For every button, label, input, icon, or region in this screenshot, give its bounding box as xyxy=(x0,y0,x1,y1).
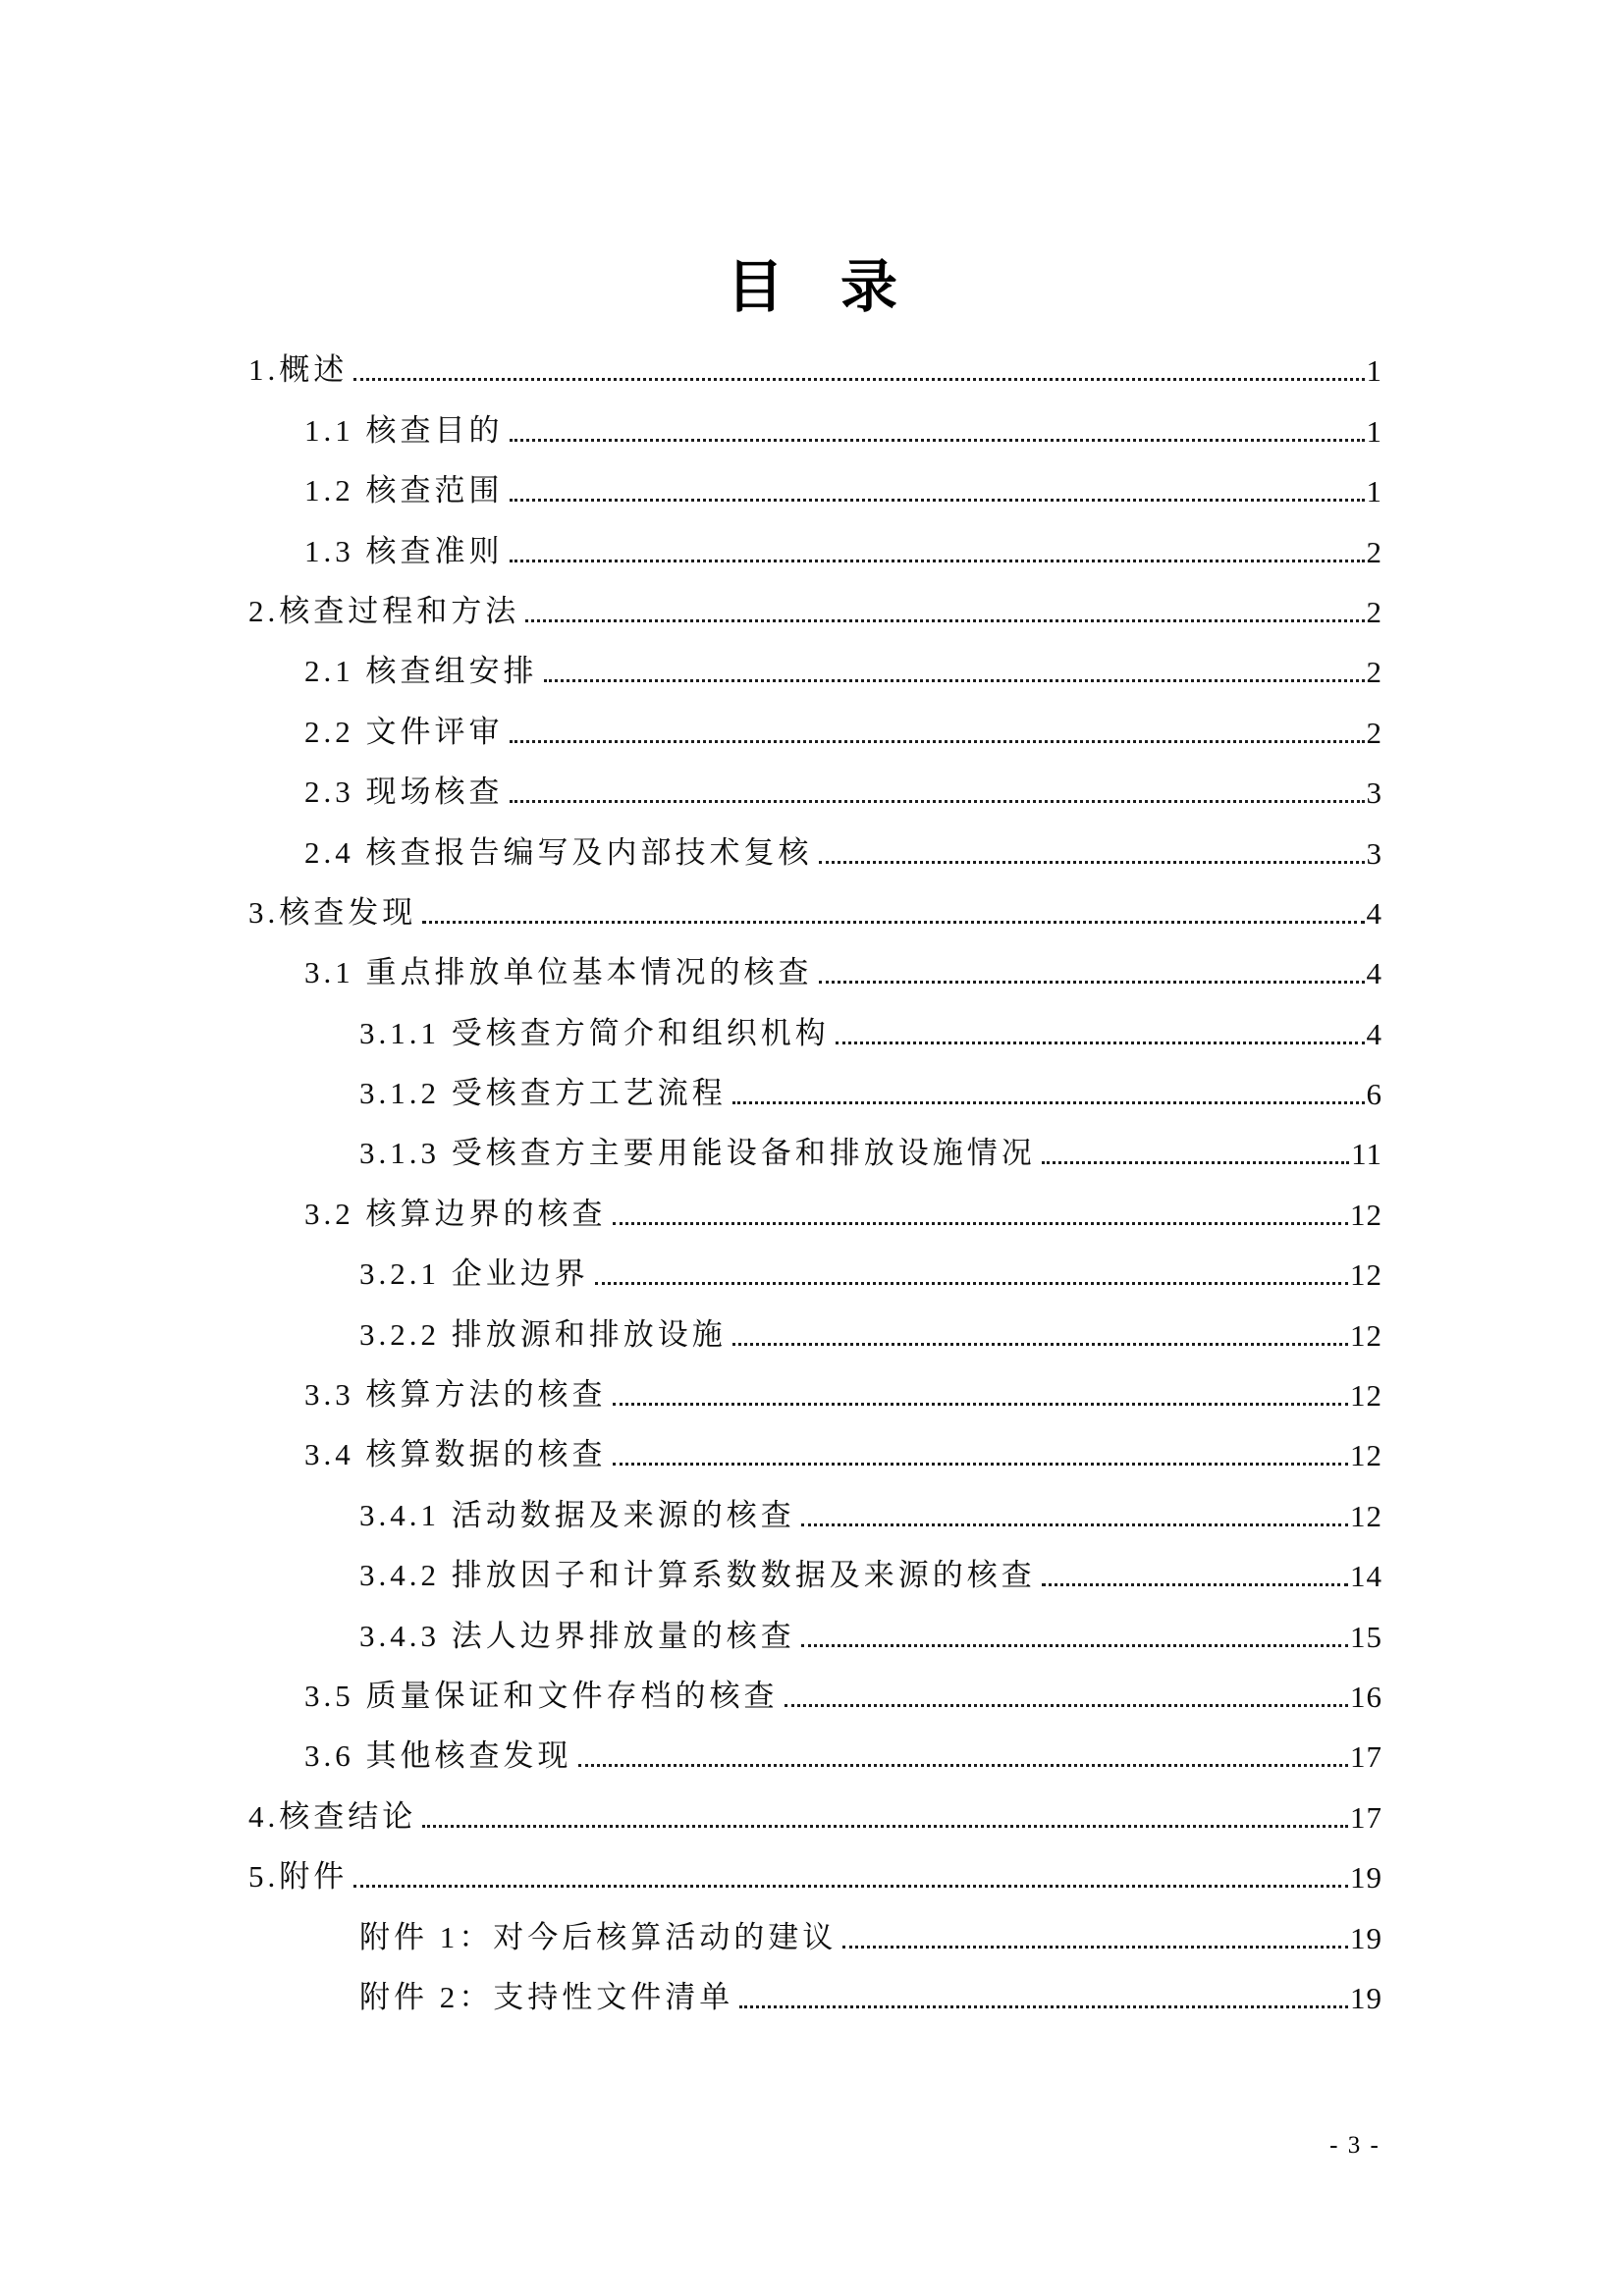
toc-entry-page: 17 xyxy=(1350,1739,1382,1775)
toc-entry-label: 附件 1：对今后核算活动的建议 xyxy=(359,1919,838,1954)
toc-entry xyxy=(248,1182,1382,1242)
toc-entry-label: 附件 2：支持性文件清单 xyxy=(359,1979,734,2014)
toc-entry-label: 2.1 核查组安排 xyxy=(304,654,538,689)
dotted-leader xyxy=(801,1644,1348,1647)
toc-entry xyxy=(248,881,1382,941)
toc-entry xyxy=(248,1363,1382,1423)
toc-entry xyxy=(248,1604,1382,1664)
toc-entry-label: 3.3 核算方法的核查 xyxy=(304,1377,607,1413)
toc-entry-label: 3.6 其他核查发现 xyxy=(304,1738,572,1774)
dotted-leader xyxy=(819,981,1365,984)
toc-entry-label: 1.概述 xyxy=(248,352,349,388)
toc-entry-label: 1.2 核查范围 xyxy=(304,473,504,508)
dotted-leader xyxy=(732,1101,1365,1104)
dotted-leader xyxy=(613,1463,1349,1466)
dotted-leader xyxy=(785,1704,1349,1707)
toc-entry xyxy=(248,941,1382,1001)
dotted-leader xyxy=(842,1946,1348,1949)
toc-entry-label: 3.2 核算边界的核查 xyxy=(304,1196,607,1231)
dotted-leader xyxy=(510,439,1365,442)
toc-entry-label: 3.5 质量保证和文件存档的核查 xyxy=(304,1678,779,1713)
toc-entry xyxy=(248,1062,1382,1122)
dotted-leader xyxy=(819,861,1365,864)
toc-entry-label: 3.1.2 受核查方工艺流程 xyxy=(359,1076,727,1111)
page-number-footer: - 3 - xyxy=(1329,2132,1380,2159)
toc-entry-page: 2 xyxy=(1366,534,1382,569)
toc-entry-page: 12 xyxy=(1350,1378,1382,1414)
dotted-leader xyxy=(1042,1583,1348,1586)
toc-entry xyxy=(248,459,1382,519)
dotted-leader xyxy=(595,1282,1348,1285)
toc-entry xyxy=(248,1303,1382,1362)
toc-entry-page: 19 xyxy=(1350,1920,1382,1955)
toc-entry-page: 17 xyxy=(1350,1799,1382,1835)
toc-entry-page: 4 xyxy=(1366,895,1382,931)
toc-entry-page: 16 xyxy=(1350,1679,1382,1714)
toc-entry xyxy=(248,700,1382,760)
dotted-leader xyxy=(510,740,1365,743)
toc-entry xyxy=(248,1423,1382,1483)
toc-entry-page: 3 xyxy=(1366,775,1382,811)
toc-entry xyxy=(248,821,1382,881)
toc-entry-page: 15 xyxy=(1350,1619,1382,1654)
toc-entry-label: 2.核查过程和方法 xyxy=(248,593,520,628)
dotted-leader xyxy=(801,1523,1348,1526)
toc-entry xyxy=(248,1544,1382,1604)
toc-entry xyxy=(248,640,1382,700)
toc-entry-page: 6 xyxy=(1366,1077,1382,1112)
dotted-leader xyxy=(510,800,1365,803)
toc-entry xyxy=(248,519,1382,579)
toc-entry xyxy=(248,1483,1382,1543)
toc-entry-page: 12 xyxy=(1350,1438,1382,1473)
dotted-leader xyxy=(1042,1161,1349,1164)
toc-entry-label: 3.1.3 受核查方主要用能设备和排放设施情况 xyxy=(359,1136,1036,1171)
toc-entry xyxy=(248,1243,1382,1303)
toc-entry-page: 19 xyxy=(1350,1860,1382,1896)
dotted-leader xyxy=(510,499,1365,502)
toc-entry-label: 2.3 现场核查 xyxy=(304,774,504,810)
toc-entry-page: 4 xyxy=(1366,1016,1382,1051)
dotted-leader xyxy=(510,560,1365,562)
table-of-contents xyxy=(248,339,1382,2026)
toc-entry xyxy=(248,1785,1382,1844)
dotted-leader xyxy=(353,378,1364,381)
dotted-leader xyxy=(836,1041,1365,1044)
dotted-leader xyxy=(544,679,1365,682)
toc-entry-page: 12 xyxy=(1350,1498,1382,1533)
toc-entry-label: 3.1.1 受核查方简介和组织机构 xyxy=(359,1015,830,1050)
toc-entry-page: 19 xyxy=(1350,1980,1382,2015)
toc-entry-page: 12 xyxy=(1350,1317,1382,1353)
toc-entry-label: 3.4 核算数据的核查 xyxy=(304,1437,607,1472)
toc-entry-label: 3.2.2 排放源和排放设施 xyxy=(359,1316,727,1352)
toc-entry-page: 1 xyxy=(1366,474,1382,509)
toc-entry xyxy=(248,1905,1382,1965)
toc-entry xyxy=(248,580,1382,640)
toc-entry xyxy=(248,339,1382,399)
toc-entry-label: 2.4 核查报告编写及内部技术复核 xyxy=(304,834,813,870)
toc-entry xyxy=(248,1122,1382,1182)
toc-entry-label: 1.3 核查准则 xyxy=(304,533,504,568)
dotted-leader xyxy=(578,1764,1349,1767)
toc-entry xyxy=(248,1001,1382,1061)
toc-entry-page: 3 xyxy=(1366,835,1382,871)
toc-entry-page: 2 xyxy=(1366,715,1382,750)
toc-entry-page: 11 xyxy=(1351,1137,1382,1172)
toc-entry-label: 1.1 核查目的 xyxy=(304,412,504,448)
toc-entry-page: 4 xyxy=(1366,956,1382,991)
toc-entry-label: 3.1 重点排放单位基本情况的核查 xyxy=(304,955,813,990)
toc-entry xyxy=(248,1966,1382,2026)
dotted-leader xyxy=(525,619,1364,622)
dotted-leader xyxy=(613,1403,1349,1406)
toc-entry xyxy=(248,1725,1382,1785)
toc-entry-label: 4.核查结论 xyxy=(248,1798,417,1834)
toc-entry-label: 3.4.3 法人边界排放量的核查 xyxy=(359,1618,795,1653)
toc-entry xyxy=(248,399,1382,458)
toc-entry-page: 1 xyxy=(1366,353,1382,389)
toc-entry-page: 2 xyxy=(1366,655,1382,690)
toc-entry xyxy=(248,1845,1382,1905)
toc-entry xyxy=(248,761,1382,821)
toc-entry-page: 12 xyxy=(1350,1197,1382,1232)
toc-entry-label: 5.附件 xyxy=(248,1859,349,1895)
toc-entry-label: 3.2.1 企业边界 xyxy=(359,1256,589,1292)
toc-entry-label: 3.4.1 活动数据及来源的核查 xyxy=(359,1497,795,1532)
toc-entry xyxy=(248,1665,1382,1725)
dotted-leader xyxy=(422,921,1364,924)
dotted-leader xyxy=(732,1343,1348,1346)
toc-entry-page: 12 xyxy=(1350,1257,1382,1293)
toc-entry-page: 14 xyxy=(1350,1559,1382,1594)
toc-entry-label: 3.核查发现 xyxy=(248,894,417,930)
dotted-leader xyxy=(613,1222,1349,1225)
page-title: 目 录 xyxy=(726,255,897,319)
dotted-leader xyxy=(422,1825,1348,1828)
toc-entry-label: 3.4.2 排放因子和计算系数数据及来源的核查 xyxy=(359,1558,1036,1593)
toc-entry-label: 2.2 文件评审 xyxy=(304,714,504,749)
toc-entry-page: 2 xyxy=(1366,594,1382,629)
toc-entry-page: 1 xyxy=(1366,413,1382,449)
dotted-leader xyxy=(739,2005,1348,2008)
dotted-leader xyxy=(353,1885,1348,1888)
